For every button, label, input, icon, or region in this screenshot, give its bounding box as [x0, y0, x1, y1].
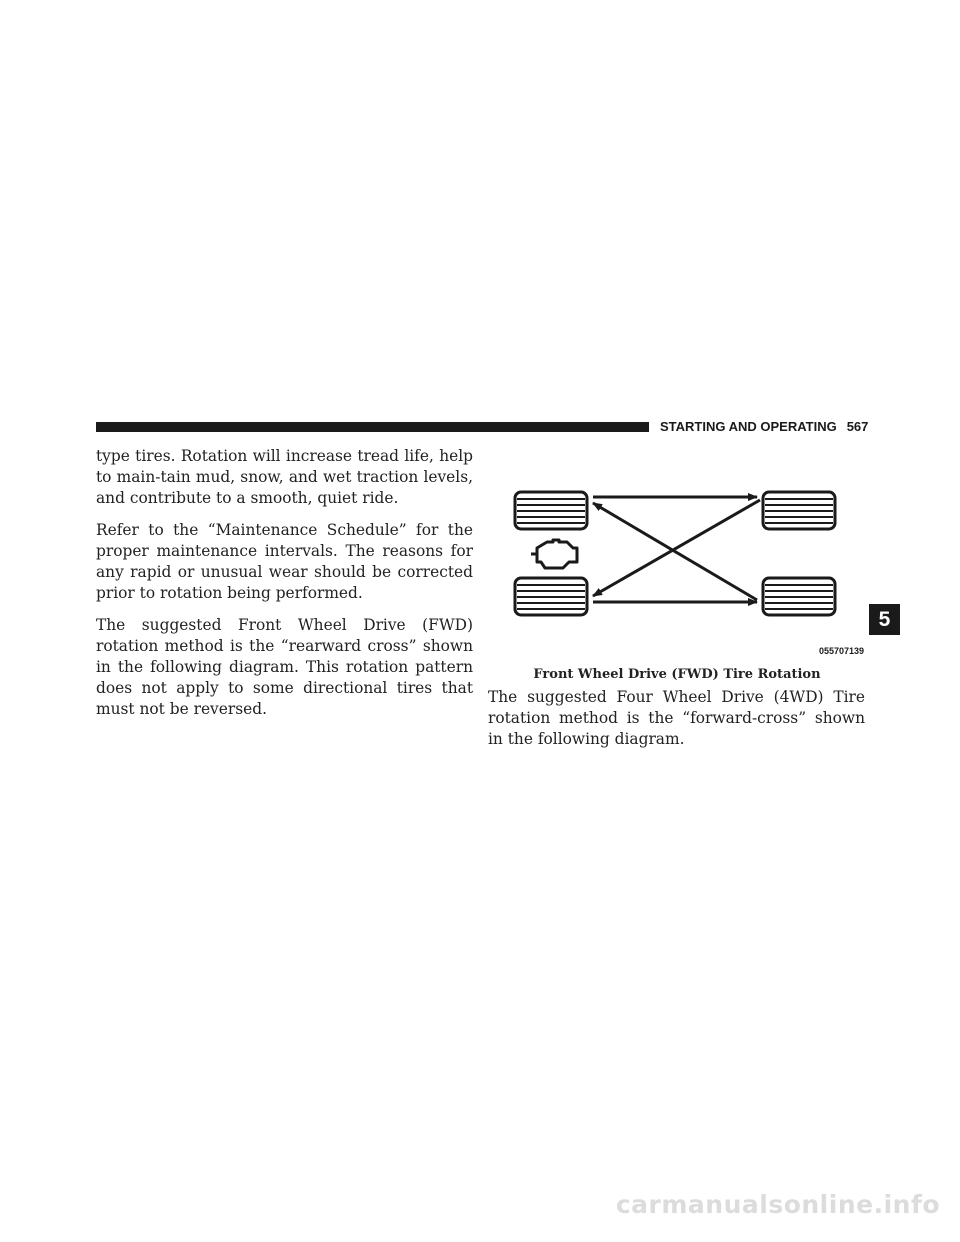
watermark: carmanualsonline.info: [615, 1190, 940, 1219]
paragraph-4wd-rotation: The suggested Four Wheel Drive (4WD) Tire rotation method is the “forward-cross” shown in the following diagram.: [488, 688, 865, 748]
section-title: STARTING AND OPERATING: [660, 419, 837, 434]
paragraph-fwd-rotation: The suggested Front Wheel Drive (FWD) rotation method is the “rearward cross” shown in the following diagram. This rotation pattern does not apply to some directional tires that must not be reversed.: [96, 616, 473, 718]
figure-code: 055707139: [818, 646, 864, 656]
paragraph-maintenance-schedule: Refer to the “Maintenance Schedule” for the proper maintenance intervals. The reasons for any rapid or unusual wear should be corrected prior to rotation being performed.: [96, 521, 473, 602]
tire-rear-right: [763, 578, 835, 615]
paragraph-tire-rotation-benefits: type tires. Rotation will increase tread life, help to main-tain mud, snow, and wet traction levels, and contribute to a smooth, quiet ride.: [96, 447, 473, 507]
page-number: 567: [846, 419, 869, 434]
fwd-rotation-diagram: [505, 470, 865, 650]
header-rule: [96, 422, 649, 432]
tire-front-left: [515, 492, 587, 529]
running-header: [660, 419, 869, 435]
chapter-tab: 5: [869, 604, 900, 635]
tire-front-right: [763, 492, 835, 529]
tire-rear-left: [515, 578, 587, 615]
right-column: [488, 687, 865, 750]
left-column: [96, 446, 473, 731]
engine-icon: [531, 540, 577, 568]
figure-caption: Front Wheel Drive (FWD) Tire Rotation: [533, 667, 821, 682]
arrow-front-right-to-rear-left: [593, 500, 760, 596]
